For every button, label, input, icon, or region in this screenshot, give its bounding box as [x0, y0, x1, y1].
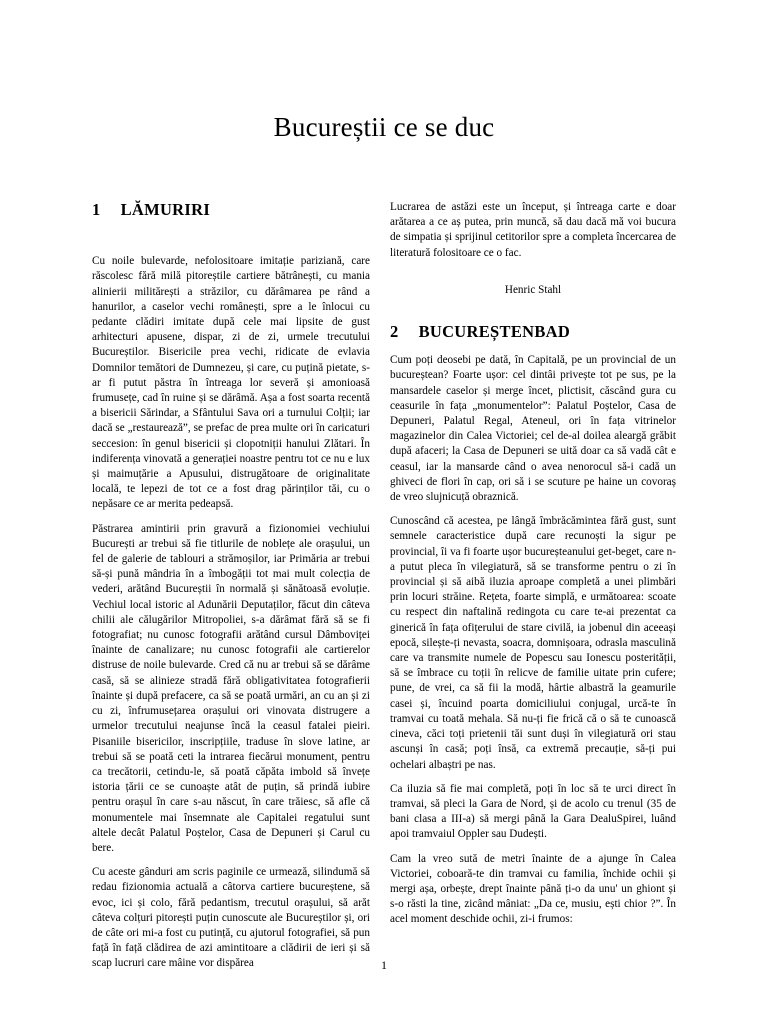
paragraph: Cu aceste gânduri am scris paginile ce urmează, silindumă să redau fizionomia actuală a câtorva cartiere bucureștene, să evoc, ici și colo, fără pedantism, trecutul orașului, să arăt câteva colțuri pitorești puțin cunoscute ale Bucureștilor și, ori de câte ori mi-a fost cu putință, cu ajutorul fotografiei, să pun față în față clădirea de azi amintitoare a clădirii de ieri și să scap lucruri care mâine vor dispărea	[92, 866, 370, 970]
paragraph: Păstrarea amintirii prin gravură a fizionomiei vechiului București ar trebui să fie titlurile de noblețe ale orașului, un fel de galerie de tablouri a strămoșilor, iar Primăria ar trebui să-și pună mândria în a îmbogății tot mai mult colecția de vederi, arătând Bucureștii în normală și sănătoasă evoluție. Vechiul local istoric al Adunării Deputaților, făcut din câteva chilii ale călugărilor Mitropoliei, s-a dărâmat fără să se fi fotografiat; nu cunosc fotografii arătând cursul Dâmboviței înainte de canalizare; nu cunosc fotografii ale cartierelor distruse de noile bulevarde. Cred că nu ar trebui să se dărâme casă, să se alinieze stradă fără obligativitatea fotografierii înainte și după prefacere, ca să se poată urmări, an cu an și zi cu zi, înfrumusețarea orașului ori vinovata distrugere a urmelor trecutului neajunse încă la ceasul fatalei pieiri. Pisaniile bisericilor, inscripțiile, traduse în slove latine, ar trebui să se poată ceti la intrarea fiecărui monument, pentru ca trecătorii, cetindu-le, să poată căpăta imbold să învețe istoria țării ce se cunoaște atât de puțin, să prindă iubire pentru orașul în care s-au născut, în care trăiesc, să afle că monumentele mai însemnate ale Capitalei regatului sunt altele decât Palatul Poștelor, Casa de Depuneri și Carul cu bere.	[92, 522, 370, 854]
signature: Henric Stahl	[504, 283, 562, 296]
section-title: BUCUREȘTENBAD	[418, 322, 571, 342]
paragraph: Ca iluzia să fie mai completă, poți în loc să te urci direct în tramvai, să pleci la Gara de Nord, și de acolo cu trenul (35 de bani clasa a III-a) să mergi până la Gara DealuSpirei, luând apoi tramvaiul Oppler sau Dudești.	[390, 782, 676, 841]
intro-paragraph: Lucrarea de astăzi este un început, și întreaga carte e doar arătarea a ce aș putea, prin muncă, să dau dacă mă voi bucura de simpatia și sprijinul cetitorilor spre a completa încercarea de literatură folositoare ce o fac.	[390, 201, 676, 259]
section-heading	[92, 202, 370, 217]
page-number: 1	[381, 958, 387, 972]
paragraph: Cu noile bulevarde, nefolositoare imitație pariziană, care răscolesc fără milă pitoreștile cartiere bătrânești, cu mania alinierii militărești a străzilor, cu dărâmarea pe rând a hanurilor, a caselor vechi românești, spre a le înlocui cu pedante clădiri imitate după cele mai lipsite de gust arhitecturi apusene, dispar, zi de zi, urmele trecutului Bucureștilor. Bisericile prea vechi, ridicate de evlavia Domnilor temători de Dumnezeu, și care, cu puțină pietate, s-ar fi putut păstra în întreaga lor severă și amonioasă frumusețe, cad în ruine și se dărâmă. Așa a fost soarta recentă a bisericii Sărindar, a Sfântului Sava ori a turnului Colții; iar dacă se „restaurează”, se prefac de prea multe ori în caricaturi seccesion: în genul bisericii și clopotniții hanului Zlătari. În indiferența vinovată a generației noastre pentru tot ce nu e lux și maimuțărie a Apusului, distrugătoare de originalitate locală, te lepezi de tot ce a fost drag părinților tăi, cu o nepăsare ce ar merita pedeapsă.	[92, 255, 370, 511]
document-title: Bucureștii ce se duc	[273, 112, 495, 142]
section-heading	[390, 322, 676, 342]
right-column	[390, 200, 676, 928]
paragraph: Cam la vreo sută de metri înainte de a ajunge în Calea Victoriei, coboară-te din tramvai cu familia, închide ochii și mergi așa, orbește, drept înainte până ți-o da unu' un ghiont și s-o răsti la tine, zicând mâniat: „Da ce, musiu, ești chior ?”. În acel moment deschide ochii, zi-i frumos:	[390, 852, 676, 926]
paragraph: Cunoscând că acestea, pe lângă îmbrăcămintea fără gust, sunt semnele caracteristice după care recunoști la sigur pe provincial, îi va fi foarte ușor bucureșteanului get-beget, care n-a putut pleca în vilegiatură, să se transforme pentru o zi în provincial și să aibă iluzia aproape completă a unei plimbări prin locuri străine. Rețeta, foarte simplă, e următoarea: scoate cu respect din naftalină redingota cu care te-ai prezentat ca ginerică în fața ofițerului de stare civilă, ia jobenul din aceeași epocă, silește-ți nevasta, soacra, domnișoara, odrasla masculină care va transmite numele de Popescu sau Ionescu posterității, să se îmbrace cu toții în relicve de familie uitate prin cufere; pune, de vrei, ca să fii la modă, hârtie albastră la geamurile casei și, încuind poarta domiciliului conjugal, urcă-te în tramvai cu toată mehala. Să nu-ți fie frică că o să te cunoască cineva, căci toți prietenii tăi sunt duși în vilegiatură ori stau ascunși în casă; poți însă, ca extremă precauție, să-ți pui ochelari albaștri pe nas.	[390, 515, 676, 771]
section-number: 2	[390, 322, 399, 342]
paragraph: Cum poți deosebi pe dată, în Capitală, pe un provincial de un bucureștean? Foarte ușor: cel dintâi privește tot pe sus, pe la mansardele caselor și merge încet, plictisit, căscând gura cu ceasurile în fața „monumentelor”: Palatul Poștelor, Casa de Depuneri, Palatul Regal, Ateneul, ori în fața vitrinelor magazinelor din Calea Victoriei; cel de-al doilea aleargă grăbit după afaceri; la Casa de Depuneri se uită doar ca să vadă cât e ceasul, iar la mansarde când o avea nenorocul să-i cadă un ghiveci de flori în cap, ori să i se scuture pe haine un covoraș de vreo slujnicuță obraznică.	[390, 354, 676, 504]
left-column	[92, 200, 370, 972]
section-title: LĂMURIRI	[120, 200, 211, 219]
section-number: 1	[92, 200, 101, 219]
